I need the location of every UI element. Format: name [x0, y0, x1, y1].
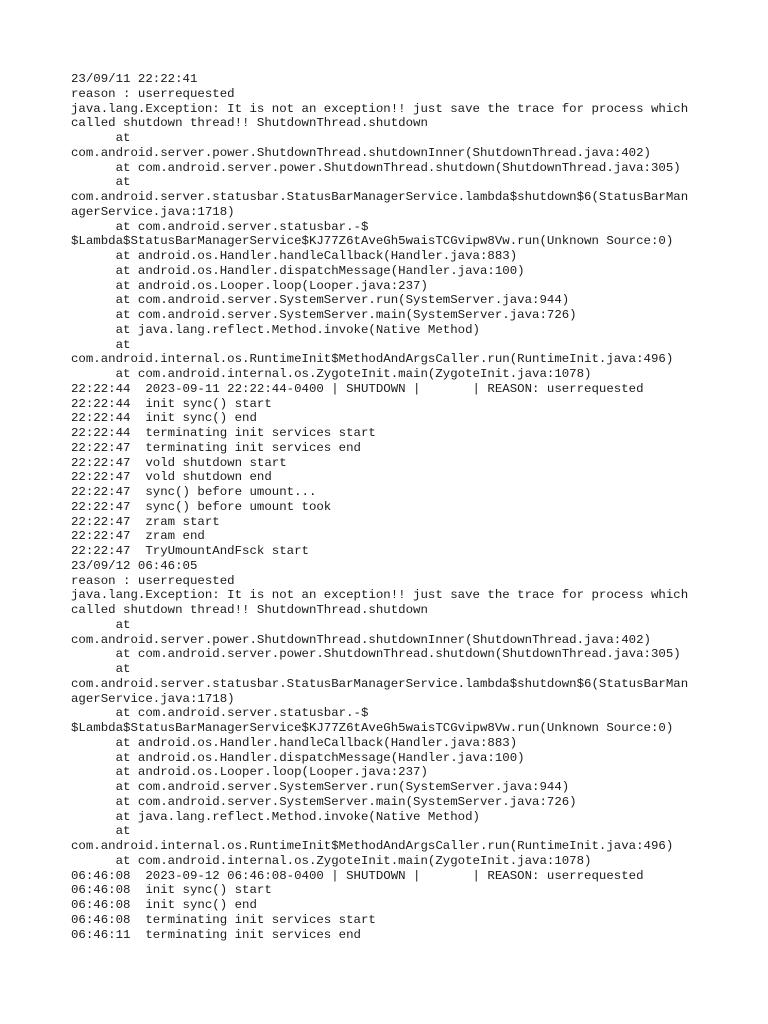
log-line: at	[71, 824, 131, 839]
log-line: 22:22:47 terminating init services end	[71, 440, 361, 455]
log-line: 06:46:08 2023-09-12 06:46:08-0400 | SHUTDOWN | | REASON: userrequested	[71, 868, 644, 883]
log-line: at android.os.Handler.dispatchMessage(Handler.java:100)	[71, 750, 525, 765]
log-line: 06:46:08 terminating init services start	[71, 912, 376, 927]
log-line: at com.android.server.SystemServer.main(SystemServer.java:726)	[71, 308, 577, 322]
log-line: reason : userrequested	[71, 573, 235, 588]
log-line: at android.os.Handler.handleCallback(Handler.java:883)	[71, 249, 518, 263]
log-line: 22:22:44 init sync() start	[71, 396, 272, 411]
log-line: 22:22:47 sync() before umount took	[71, 499, 332, 514]
log-line: com.android.server.power.ShutdownThread.shutdownInner(ShutdownThread.java:402)	[71, 632, 651, 647]
log-line: 23/09/12 06:46:05	[71, 558, 198, 573]
log-line: agerService.java:1718)	[71, 691, 235, 706]
log-line: at com.android.internal.os.ZygoteInit.main(ZygoteInit.java:1078)	[71, 853, 592, 868]
log-line: 22:22:47 vold shutdown end	[71, 470, 272, 485]
log-line: called shutdown thread!! ShutdownThread.shutdown	[71, 116, 428, 131]
log-line: at	[71, 337, 131, 352]
log-line: 22:22:47 zram end	[71, 529, 205, 544]
log-line: at java.lang.reflect.Method.invoke(Native Method)	[71, 809, 480, 824]
log-line: com.android.internal.os.RuntimeInit$MethodAndArgsCaller.run(RuntimeInit.java:496)	[71, 839, 674, 853]
log-line: at com.android.server.power.ShutdownThread.shutdown(ShutdownThread.java:305)	[71, 647, 681, 662]
log-line: at	[71, 617, 131, 632]
log-line: com.android.server.statusbar.StatusBarManagerService.lambda$shutdown$6(StatusBarMan	[71, 190, 689, 204]
log-line: at com.android.server.statusbar.-$	[71, 706, 369, 721]
log-line: 23/09/11 22:22:41	[71, 72, 198, 86]
log-line: com.android.server.power.ShutdownThread.shutdownInner(ShutdownThread.java:402)	[71, 145, 651, 160]
log-line: 22:22:44 init sync() end	[71, 411, 257, 426]
log-line: 22:22:47 vold shutdown start	[71, 455, 287, 470]
log-line: $Lambda$StatusBarManagerService$KJ77Z6tAveGh5waisTCGvipw8Vw.run(Unknown Source:0)	[71, 234, 674, 249]
log-line: 06:46:11 terminating init services end	[71, 927, 361, 942]
shutdown-log-text	[71, 72, 711, 942]
log-line: com.android.internal.os.RuntimeInit$MethodAndArgsCaller.run(RuntimeInit.java:496)	[71, 352, 674, 367]
log-line: called shutdown thread!! ShutdownThread.shutdown	[71, 603, 428, 617]
log-line: at com.android.server.SystemServer.run(SystemServer.java:944)	[71, 780, 570, 794]
log-line: com.android.server.statusbar.StatusBarManagerService.lambda$shutdown$6(StatusBarMan	[71, 676, 689, 691]
log-line: at android.os.Looper.loop(Looper.java:237)	[71, 765, 428, 780]
log-line: at com.android.internal.os.ZygoteInit.main(ZygoteInit.java:1078)	[71, 367, 592, 381]
log-line: agerService.java:1718)	[71, 204, 235, 219]
log-line: at android.os.Handler.dispatchMessage(Handler.java:100)	[71, 263, 525, 278]
log-line: java.lang.Exception: It is not an exception!! just save the trace for process which	[71, 101, 689, 116]
log-line: 06:46:08 init sync() start	[71, 883, 272, 898]
log-line: at	[71, 131, 131, 145]
log-line: at	[71, 175, 131, 190]
log-line: at	[71, 662, 131, 676]
log-line: at android.os.Looper.loop(Looper.java:237)	[71, 278, 428, 293]
log-line: reason : userrequested	[71, 86, 235, 101]
log-line: at com.android.server.SystemServer.main(SystemServer.java:726)	[71, 794, 577, 809]
log-line: at java.lang.reflect.Method.invoke(Native Method)	[71, 322, 480, 337]
log-line: 22:22:44 2023-09-11 22:22:44-0400 | SHUTDOWN | | REASON: userrequested	[71, 381, 644, 396]
log-line: java.lang.Exception: It is not an exception!! just save the trace for process which	[71, 588, 689, 603]
log-line: 22:22:47 sync() before umount...	[71, 485, 317, 499]
log-line: 22:22:47 zram start	[71, 514, 220, 529]
log-line: 06:46:08 init sync() end	[71, 898, 257, 912]
log-line: 22:22:44 terminating init services start	[71, 426, 376, 440]
log-line: at com.android.server.power.ShutdownThread.shutdown(ShutdownThread.java:305)	[71, 160, 681, 175]
log-line: at android.os.Handler.handleCallback(Handler.java:883)	[71, 735, 518, 750]
log-line: at com.android.server.statusbar.-$	[71, 219, 369, 234]
log-line: $Lambda$StatusBarManagerService$KJ77Z6tAveGh5waisTCGvipw8Vw.run(Unknown Source:0)	[71, 721, 674, 735]
log-line: at com.android.server.SystemServer.run(SystemServer.java:944)	[71, 293, 570, 308]
log-line: 22:22:47 TryUmountAndFsck start	[71, 544, 309, 558]
